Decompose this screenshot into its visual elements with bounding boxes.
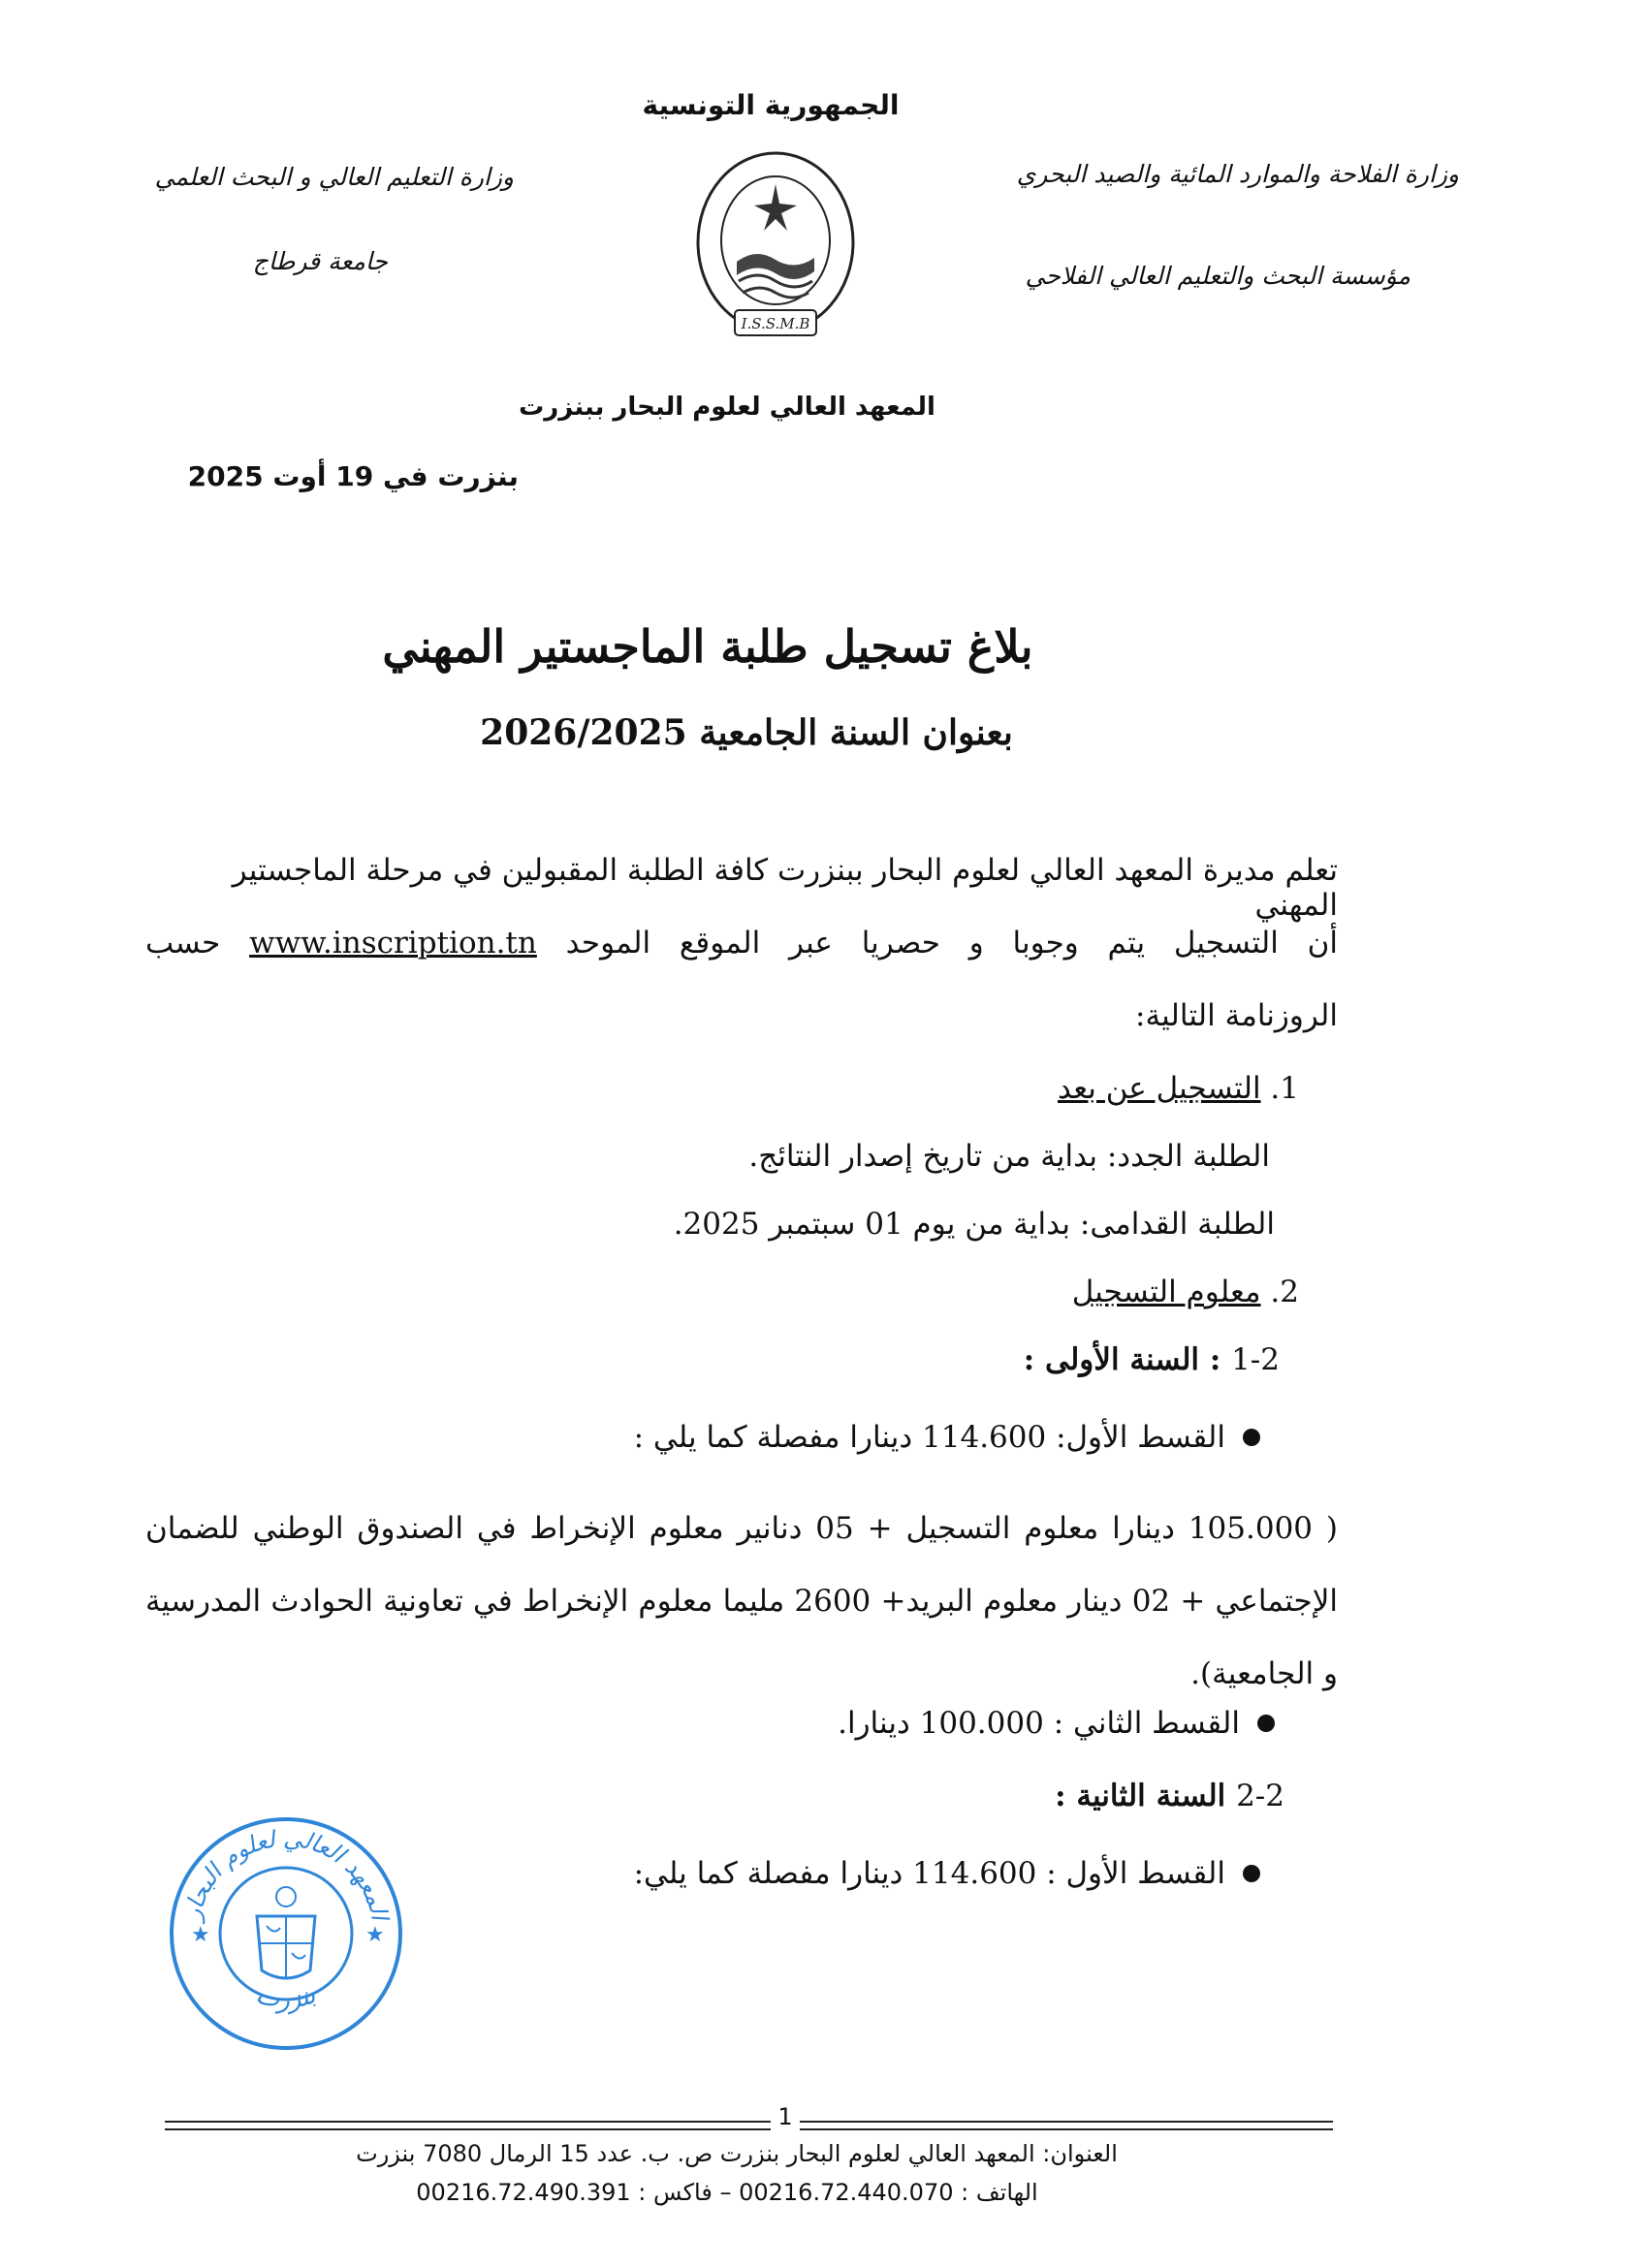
agri-research-institution: مؤسسة البحث والتعليم العالي الفلاحي — [1025, 262, 1410, 290]
institute-name: المعهد العالي لعلوم البحار ببنزرت — [519, 393, 935, 422]
stamp-bottom-text: بنزرت — [252, 1980, 320, 2015]
bullet-first-installment-year2 — [634, 1856, 1260, 1891]
date-line: بنزرت في 19 أوت 2025 — [187, 460, 519, 492]
page-number: 1 — [771, 2103, 800, 2130]
bullet-text: القسط الأول: 114.600 دينارا مفصلة كما يلي : — [633, 1420, 1225, 1455]
document-subtitle: بعنوان السنة الجامعية 2026/2025 — [480, 712, 1013, 753]
bullet-text: القسط الثاني : 100.000 دينارا. — [838, 1706, 1240, 1741]
logo-text: I.S.S.M.B — [741, 315, 810, 332]
university-name: جامعة قرطاج — [252, 247, 388, 275]
intro-line-2-end: حسب — [145, 926, 221, 961]
official-stamp — [160, 1808, 412, 2060]
subsection-2-2-heading — [1055, 1779, 1284, 1813]
agriculture-ministry: وزارة الفلاحة والموارد المائية والصيد البحري — [1016, 160, 1459, 188]
fee-breakdown: ( 105.000 دينارا معلوم التسجيل + 05 دنانير معلوم الإنخراط في الصندوق الوطني للضمان الإجتماعي + 02 دينار معلوم البريد+ 2600 مليما معلوم الإنخراط في تعاونية الحوادث المدرسية و الجامعية). — [145, 1511, 1339, 1691]
section-2-heading — [1072, 1275, 1299, 1309]
intro-line-3: الروزنامة التالية: — [1135, 998, 1338, 1033]
intro-line-2 — [145, 926, 1338, 961]
bullet-icon — [1257, 1715, 1275, 1732]
subsection-2-2-title: السنة الثانية : — [1055, 1779, 1226, 1813]
section-2-title: معلوم التسجيل — [1071, 1275, 1261, 1309]
section-2-number: .2 — [1270, 1275, 1299, 1309]
section-1-heading — [1058, 1071, 1299, 1106]
inscription-link[interactable]: www.inscription.tn — [249, 926, 537, 961]
new-students-line: الطلبة الجدد: بداية من تاريخ إصدار النتائج. — [748, 1139, 1270, 1174]
svg-text:★: ★ — [191, 1923, 210, 1947]
footer-divider — [165, 2121, 1333, 2123]
subsection-2-1-heading — [1024, 1342, 1280, 1377]
bullet-icon — [1243, 1865, 1260, 1882]
intro-line-1: تعلم مديرة المعهد العالي لعلوم البحار ببنزرت كافة الطلبة المقبولين في مرحلة الماجستير المهني — [232, 853, 1338, 923]
footer-phone: الهاتف : 00216.72.440.070 – فاكس : 00216.72.490.391 — [416, 2179, 1038, 2206]
subsection-2-1-title: : السنة الأولى : — [1023, 1342, 1221, 1377]
bullet-second-installment — [838, 1706, 1275, 1741]
bullet-first-installment-year1 — [634, 1420, 1260, 1455]
svg-text:بنزرت — [253, 1980, 320, 2015]
subsection-2-1-number: 1-2 — [1231, 1342, 1280, 1377]
subsection-2-2-number: 2-2 — [1236, 1779, 1284, 1813]
stamp-top-text: المعهد العالي لعلوم البحار — [178, 1824, 394, 1923]
old-students-line: الطلبة القدامى: بداية من يوم 01 سبتمبر 2025. — [673, 1207, 1275, 1242]
bullet-icon — [1243, 1429, 1260, 1446]
bullet-text: القسط الأول : 114.600 دينارا مفصلة كما يلي: — [633, 1856, 1225, 1891]
higher-education-ministry: وزارة التعليم العالي و البحث العلمي — [154, 163, 514, 191]
footer-address: العنوان: المعهد العالي لعلوم البحار بنزرت ص. ب. عدد 15 الرمال 7080 بنزرت — [356, 2140, 1118, 2167]
section-1-number: .1 — [1270, 1071, 1299, 1106]
republic-heading: الجمهورية التونسية — [642, 89, 900, 121]
institute-logo — [679, 145, 872, 349]
document-title: بلاغ تسجيل طلبة الماجستير المهني — [382, 620, 1033, 673]
section-1-title: التسجيل عن بعد — [1057, 1071, 1261, 1106]
svg-text:★: ★ — [365, 1923, 385, 1947]
intro-line-2-start: أن التسجيل يتم وجوبا و حصريا عبر الموقع الموحد — [565, 926, 1338, 961]
svg-text:المعهد العالي لعلوم البحار — [178, 1825, 395, 1926]
footer-divider — [165, 2128, 1333, 2130]
